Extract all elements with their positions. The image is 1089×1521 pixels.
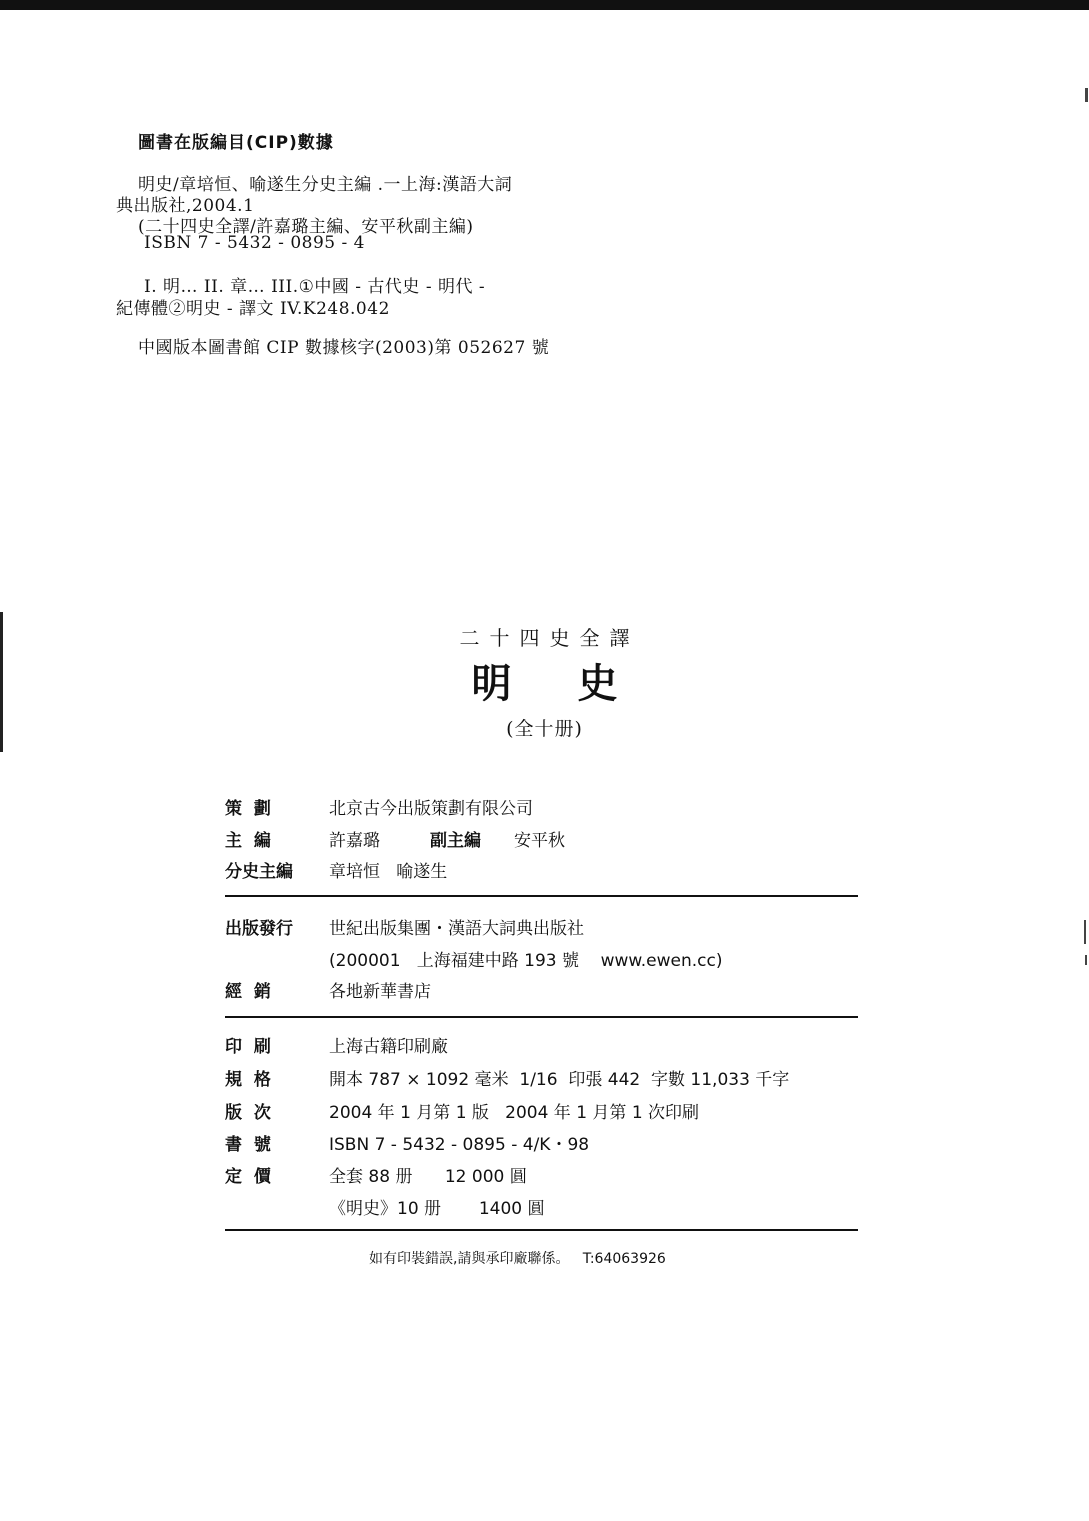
credit-value-deputy: 安平秋 [514,831,565,851]
credit-label: 主 編 [225,831,271,851]
distributor-label: 經 銷 [225,982,271,1002]
series-title: 二十四史全譯 [459,626,640,650]
divider [225,1016,858,1018]
volume-count: (全十册) [506,718,583,740]
distributor-value: 各地新華書店 [329,982,431,1002]
cip-line: (二十四史全譯/許嘉璐主編、安平秋副主編) [138,217,474,237]
cip-heading: 圖書在版編目(CIP)數據 [138,133,334,153]
credit-value: 北京古今出版策劃有限公司 [329,799,533,819]
printing-value: 上海古籍印刷廠 [329,1037,448,1057]
cip-line: 明史/章培恒、喻遂生分史主編 .一上海:漢語大詞 [138,175,513,195]
publisher-value: 世紀出版集團・漢語大詞典出版社 [329,919,584,939]
printing-label: 版 次 [225,1103,271,1123]
credit-label: 分史主編 [225,862,293,882]
divider [225,1229,858,1231]
scan-speck [1085,955,1087,965]
cip-isbn: ISBN 7 - 5432 - 0895 - 4 [144,233,365,253]
divider [225,895,858,897]
cip-record-number: 中國版本圖書館 CIP 數據核字(2003)第 052627 號 [138,338,550,358]
book-title: 明史 [471,660,684,707]
publisher-label: 出版發行 [225,919,293,939]
scan-speck [1084,920,1086,944]
printing-value: 2004 年 1 月第 1 版 2004 年 1 月第 1 次印刷 [329,1103,700,1123]
credit-label-deputy: 副主編 [430,831,481,851]
scan-top-border [0,0,1089,10]
publisher-address: (200001 上海福建中路 193 號 www.ewen.cc) [329,951,723,971]
printing-label: 印 刷 [225,1037,271,1057]
cip-classification: I. 明… II. 章… III.①中國 - 古代史 - 明代 - [144,277,486,297]
credit-value: 許嘉璐 [329,831,380,851]
printing-label: 書 號 [225,1135,271,1155]
printing-label: 規 格 [225,1070,271,1090]
printing-value: 開本 787 × 1092 毫米 1/16 印張 442 字數 11,033 千字 [329,1070,790,1090]
printing-label: 定 價 [225,1167,271,1187]
cip-classification: 紀傳體②明史 - 譯文 IV.K248.042 [116,299,390,319]
cip-line: 典出版社,2004.1 [116,196,255,216]
printing-value: 全套 88 册 12 000 圓 [329,1167,527,1187]
scan-speck [1085,88,1088,102]
credit-value: 章培恒 喻遂生 [329,862,448,882]
printing-value: 《明史》10 册 1400 圓 [329,1199,545,1219]
footer-note: 如有印裝錯誤,請與承印廠聯係。 T:64063926 [369,1251,666,1267]
credit-label: 策 劃 [225,799,271,819]
printing-value: ISBN 7 - 5432 - 0895 - 4/K・98 [329,1135,590,1155]
